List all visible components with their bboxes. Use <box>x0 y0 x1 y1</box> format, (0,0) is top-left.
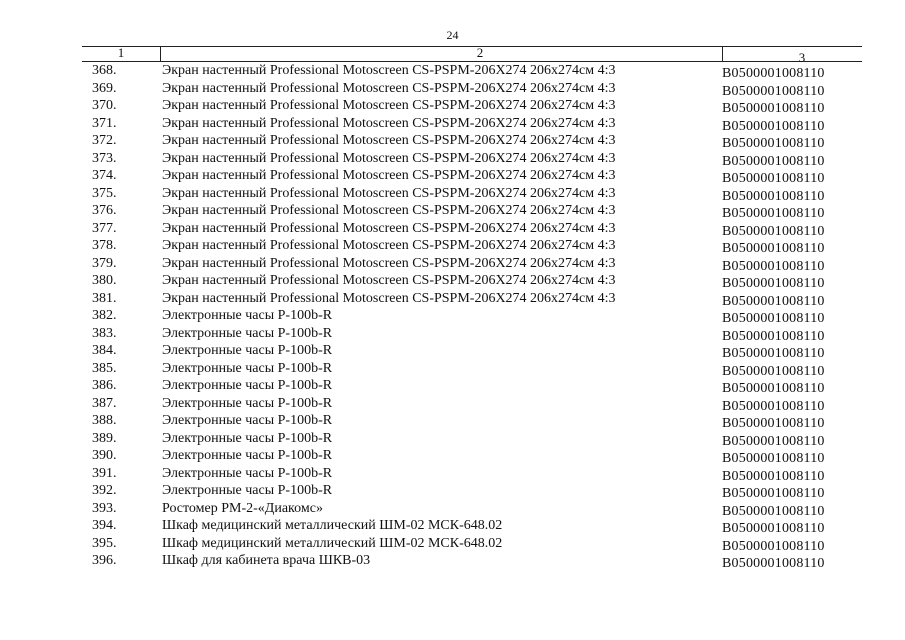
item-code: B0500001008110 <box>722 118 825 134</box>
item-code: B0500001008110 <box>722 398 825 414</box>
table-row <box>82 290 862 308</box>
row-number: 390. <box>92 448 117 463</box>
item-name: Экран настенный Professional Motoscreen CS-PSPM-206X274 206x274см 4:3 <box>162 133 616 148</box>
row-number: 373. <box>92 150 117 166</box>
row-number: 369. <box>92 80 117 96</box>
item-code: B0500001008110 <box>722 503 825 519</box>
row-number: 395. <box>92 535 117 551</box>
inventory-table <box>82 46 862 570</box>
item-code: B0500001008110 <box>722 538 825 554</box>
item-code: B0500001008110 <box>722 363 825 379</box>
table-header <box>82 45 862 65</box>
item-name: Электронные часы P-100b-R <box>162 483 333 498</box>
item-name: Электронные часы P-100b-R <box>162 430 333 446</box>
table-row <box>82 185 862 203</box>
table-row <box>82 482 862 500</box>
table-row <box>82 237 862 255</box>
row-number: 377. <box>92 220 117 236</box>
row-number: 394. <box>92 518 117 533</box>
row-number: 381. <box>92 290 117 306</box>
table-row <box>82 115 862 133</box>
item-code: B0500001008110 <box>722 451 825 466</box>
item-name: Шкаф для кабинета врача ШКВ-03 <box>162 553 371 568</box>
item-code: B0500001008110 <box>722 381 825 396</box>
row-number: 378. <box>92 238 117 253</box>
row-number: 392. <box>92 483 117 498</box>
row-number: 382. <box>92 308 117 323</box>
item-code: B0500001008110 <box>722 171 825 186</box>
item-name: Экран настенный Professional Motoscreen CS-PSPM-206X274 206x274см 4:3 <box>162 150 616 166</box>
item-code: B0500001008110 <box>722 206 825 221</box>
row-number: 389. <box>92 430 117 446</box>
item-name: Электронные часы P-100b-R <box>162 325 333 341</box>
table-row <box>82 395 862 413</box>
item-name: Электронные часы P-100b-R <box>162 343 333 358</box>
item-name: Электронные часы P-100b-R <box>162 465 333 481</box>
table-row <box>82 377 862 395</box>
item-name: Экран настенный Professional Motoscreen CS-PSPM-206X274 206x274см 4:3 <box>162 290 616 306</box>
table-row <box>82 97 862 115</box>
table-row <box>82 552 862 570</box>
item-code: B0500001008110 <box>722 328 825 344</box>
row-number: 384. <box>92 343 117 358</box>
table-row <box>82 220 862 238</box>
table-row <box>82 360 862 378</box>
item-code: B0500001008110 <box>722 188 825 204</box>
item-name: Шкаф медицинский металлический ШМ-02 МСК-648.02 <box>162 518 503 533</box>
item-name: Экран настенный Professional Motoscreen CS-PSPM-206X274 206x274см 4:3 <box>162 255 616 271</box>
row-number: 386. <box>92 378 117 393</box>
item-name: Экран настенный Professional Motoscreen CS-PSPM-206X274 206x274см 4:3 <box>162 80 616 96</box>
table-row <box>82 500 862 518</box>
table-row <box>82 255 862 273</box>
table-row <box>82 167 862 185</box>
row-number: 376. <box>92 203 117 218</box>
row-number: 387. <box>92 395 117 411</box>
item-name: Экран настенный Professional Motoscreen CS-PSPM-206X274 206x274см 4:3 <box>162 63 616 78</box>
table-body <box>82 62 862 570</box>
item-code: B0500001008110 <box>722 241 825 256</box>
row-number: 396. <box>92 553 117 568</box>
table-row <box>82 465 862 483</box>
table-row <box>82 62 862 80</box>
table-row <box>82 447 862 465</box>
table-row <box>82 517 862 535</box>
item-code: B0500001008110 <box>722 293 825 309</box>
item-code: B0500001008110 <box>722 416 825 431</box>
header-col-2: 2 <box>476 45 484 60</box>
item-name: Шкаф медицинский металлический ШМ-02 МСК-648.02 <box>162 535 503 551</box>
table-row <box>82 150 862 168</box>
table-row <box>82 132 862 150</box>
item-name: Электронные часы P-100b-R <box>162 360 333 376</box>
header-col-1: 1 <box>117 45 125 60</box>
row-number: 371. <box>92 115 117 131</box>
table-row <box>82 430 862 448</box>
item-name: Электронные часы P-100b-R <box>162 448 333 463</box>
row-number: 375. <box>92 185 117 201</box>
table-row <box>82 535 862 553</box>
item-name: Экран настенный Professional Motoscreen CS-PSPM-206X274 206x274см 4:3 <box>162 220 616 236</box>
row-number: 385. <box>92 360 117 376</box>
row-number: 374. <box>92 168 117 183</box>
item-code: B0500001008110 <box>722 83 825 99</box>
item-name: Экран настенный Professional Motoscreen CS-PSPM-206X274 206x274см 4:3 <box>162 238 616 253</box>
page-number: 24 <box>446 28 459 42</box>
item-code: B0500001008110 <box>722 556 825 571</box>
item-code: B0500001008110 <box>722 136 825 151</box>
row-number: 379. <box>92 255 117 271</box>
row-number: 388. <box>92 413 117 428</box>
row-number: 370. <box>92 98 117 113</box>
item-code: B0500001008110 <box>722 223 825 239</box>
row-number: 383. <box>92 325 117 341</box>
item-code: B0500001008110 <box>722 346 825 361</box>
item-code: B0500001008110 <box>722 486 825 501</box>
item-name: Электронные часы P-100b-R <box>162 395 333 411</box>
item-name: Экран настенный Professional Motoscreen CS-PSPM-206X274 206x274см 4:3 <box>162 273 616 288</box>
item-code: B0500001008110 <box>722 101 825 116</box>
item-name: Ростомер РМ-2-«Диакомс» <box>162 500 323 516</box>
item-code: B0500001008110 <box>722 66 825 81</box>
item-code: B0500001008110 <box>722 153 825 169</box>
item-code: B0500001008110 <box>722 521 825 536</box>
item-name: Экран настенный Professional Motoscreen CS-PSPM-206X274 206x274см 4:3 <box>162 98 616 113</box>
item-name: Экран настенный Professional Motoscreen CS-PSPM-206X274 206x274см 4:3 <box>162 168 616 183</box>
header-col-3: 3 <box>798 50 806 65</box>
row-number: 393. <box>92 500 117 516</box>
item-code: B0500001008110 <box>722 258 825 274</box>
table-row <box>82 342 862 360</box>
item-name: Экран настенный Professional Motoscreen CS-PSPM-206X274 206x274см 4:3 <box>162 203 616 218</box>
row-number: 372. <box>92 133 117 148</box>
row-number: 368. <box>92 63 117 78</box>
item-name: Электронные часы P-100b-R <box>162 308 333 323</box>
item-code: B0500001008110 <box>722 276 825 291</box>
item-name: Экран настенный Professional Motoscreen CS-PSPM-206X274 206x274см 4:3 <box>162 185 616 201</box>
table-row <box>82 307 862 325</box>
table-row <box>82 80 862 98</box>
row-number: 391. <box>92 465 117 481</box>
item-code: B0500001008110 <box>722 311 825 326</box>
table-row <box>82 202 862 220</box>
item-name: Электронные часы P-100b-R <box>162 378 333 393</box>
item-code: B0500001008110 <box>722 433 825 449</box>
item-code: B0500001008110 <box>722 468 825 484</box>
row-number: 380. <box>92 273 117 288</box>
table-row <box>82 272 862 290</box>
item-name: Электронные часы P-100b-R <box>162 413 333 428</box>
table-row <box>82 412 862 430</box>
item-name: Экран настенный Professional Motoscreen CS-PSPM-206X274 206x274см 4:3 <box>162 115 616 131</box>
table-row <box>82 325 862 343</box>
